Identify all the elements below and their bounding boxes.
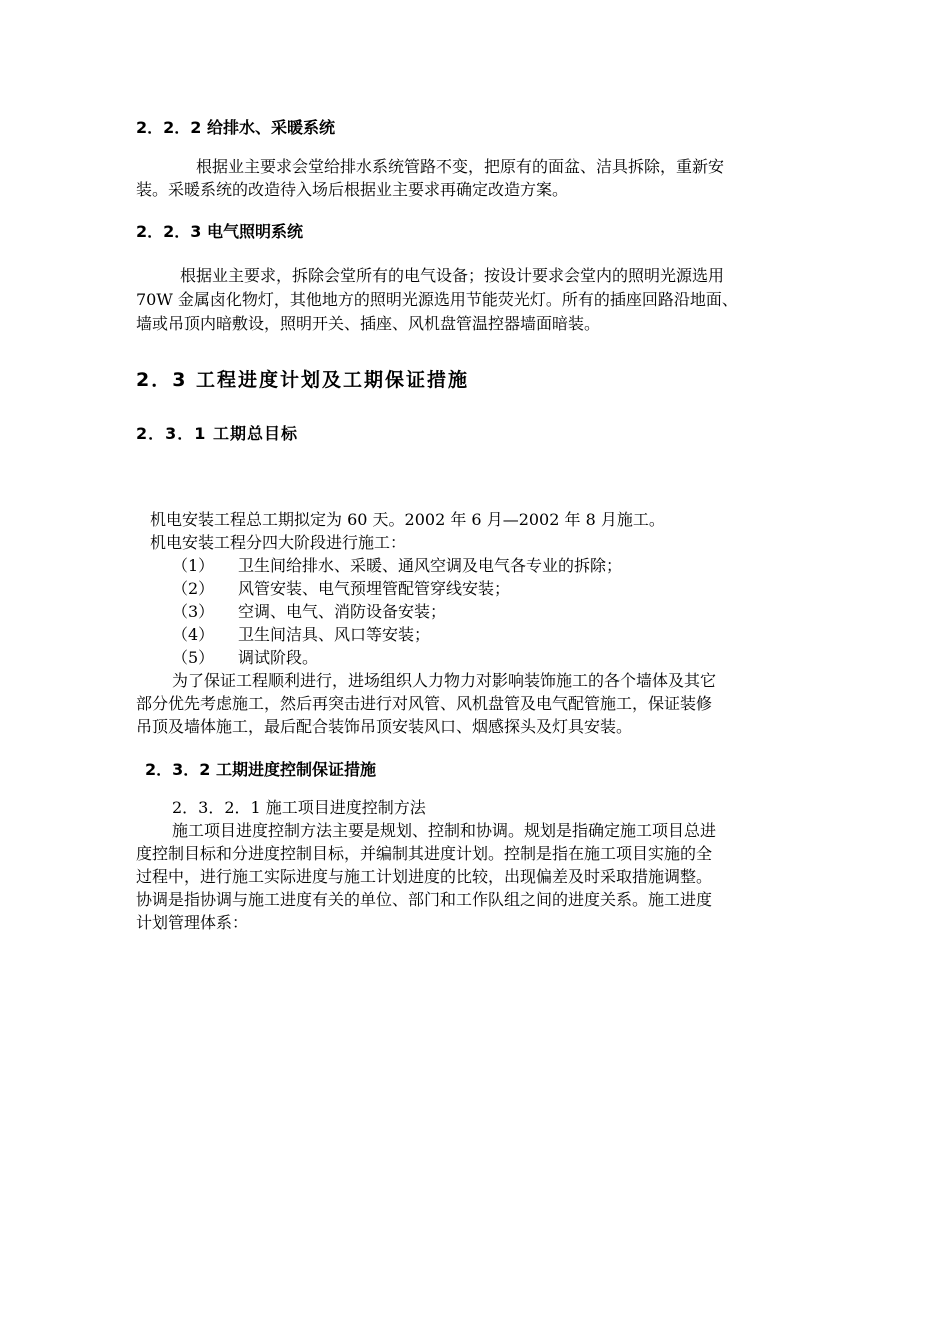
paragraph-line: 过程中，进行施工实际进度与施工计划进度的比较，出现偏差及时采取措施调整。 <box>136 867 713 886</box>
paragraph-line: 计划管理体系： <box>136 913 249 932</box>
list-item-number: （3） <box>172 602 215 621</box>
paragraph-line: 70W 金属卤化物灯，其他地方的照明光源选用节能荧光灯。所有的插座回路沿地面、 <box>136 290 738 309</box>
paragraph-line: 墙或吊顶内暗敷设，照明开关、插座、风机盘管温控器墙面暗装。 <box>136 314 601 333</box>
list-item: 风管安装、电气预埋管配管穿线安装； <box>238 579 511 598</box>
paragraph-line: 部分优先考虑施工，然后再突击进行对风管、风机盘管及电气配管施工，保证装修 <box>136 694 713 713</box>
heading-2-3-2: 2．3．2 工期进度控制保证措施 <box>145 760 376 779</box>
list-item-number: （1） <box>172 556 215 575</box>
heading-2-2-3: 2．2．3 电气照明系统 <box>136 222 303 241</box>
subheading-2-3-2-1: 2．3．2．1 施工项目进度控制方法 <box>172 798 426 817</box>
paragraph-line: 吊顶及墙体施工，最后配合装饰吊顶安装风口、烟感探头及灯具安装。 <box>136 717 633 736</box>
paragraph-line: 为了保证工程顺利进行，进场组织人力物力对影响装饰施工的各个墙体及其它 <box>172 671 717 690</box>
list-item: 卫生间洁具、风口等安装； <box>238 625 431 644</box>
paragraph-line: 装。采暖系统的改造待入场后根据业主要求再确定改造方案。 <box>136 180 569 199</box>
paragraph-line: 根据业主要求，拆除会堂所有的电气设备；按设计要求会堂内的照明光源选用 <box>180 266 725 285</box>
list-item: 空调、电气、消防设备安装； <box>238 602 447 621</box>
heading-2-3-1: 2．3．1 工期总目标 <box>136 424 298 443</box>
list-item: 卫生间给排水、采暖、通风空调及电气各专业的拆除； <box>238 556 623 575</box>
paragraph-line: 度控制目标和分进度控制目标，并编制其进度计划。控制是指在施工项目实施的全 <box>136 844 713 863</box>
paragraph-line: 根据业主要求会堂给排水系统管路不变，把原有的面盆、洁具拆除，重新安 <box>196 157 725 176</box>
paragraph-line: 机电安装工程总工期拟定为 60 天。2002 年 6 月—2002 年 8 月施工。 <box>150 510 665 529</box>
paragraph-line: 机电安装工程分四大阶段进行施工： <box>150 533 407 552</box>
paragraph-line: 协调是指协调与施工进度有关的单位、部门和工作队组之间的进度关系。施工进度 <box>136 890 713 909</box>
list-item-number: （4） <box>172 625 215 644</box>
paragraph-line: 施工项目进度控制方法主要是规划、控制和协调。规划是指确定施工项目总进 <box>172 821 717 840</box>
list-item: 调试阶段。 <box>238 648 319 667</box>
list-item-number: （5） <box>172 648 215 667</box>
heading-2-2-2: 2．2．2 给排水、采暖系统 <box>136 118 335 137</box>
list-item-number: （2） <box>172 579 215 598</box>
heading-2-3: 2．3 工程进度计划及工期保证措施 <box>136 369 470 391</box>
